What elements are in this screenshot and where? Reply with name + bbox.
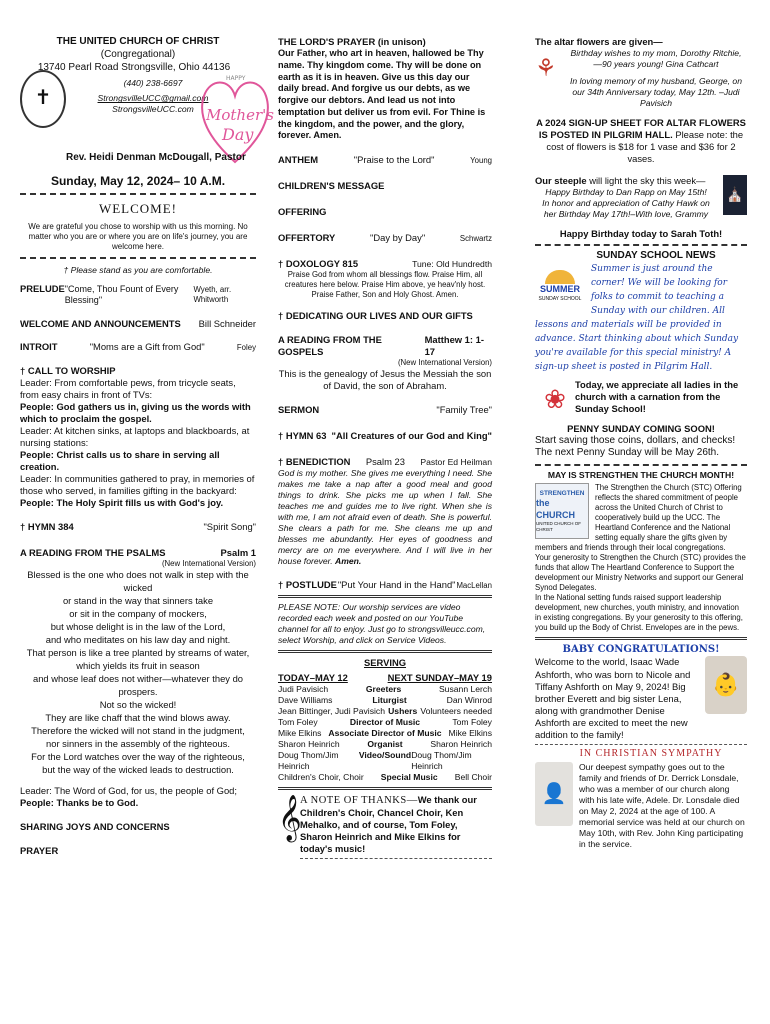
announcements-row xyxy=(20,318,256,330)
svg-text:HAPPY: HAPPY xyxy=(226,75,246,82)
gospel-row xyxy=(278,334,492,358)
svg-text:Day: Day xyxy=(222,125,254,144)
psalm-line: which yields its fruit in season xyxy=(76,659,200,671)
lords-prayer-text: Our Father, who art in heaven, hallowed be Thy name. Thy kingdom come. Thy will be done on earth as it is in heaven. Give us this day our daily bread. And forgive us our debts, as we forgive our debtors. And lead us not into temptation but deliver us from evil. For Thine is the kingdom, and the power, and the glory, forever. Amen. xyxy=(278,48,486,141)
stc-logo-mid: the CHURCH xyxy=(536,498,575,520)
carnation-block xyxy=(535,379,747,419)
serving-today-cell: Dave Williams xyxy=(278,694,333,705)
offertory-row xyxy=(278,232,492,244)
hymn384-label: † HYMN 384 xyxy=(20,521,74,533)
divider xyxy=(535,244,747,246)
benediction-amen: Amen. xyxy=(335,556,362,567)
altar-line: —90 years young! Gina Cathcart xyxy=(593,59,719,70)
altar-line: In loving memory of my husband, George, on our 34th Anniversary today, May 12th. –Judi Pavisich xyxy=(570,76,742,109)
church-address: 13740 Pearl Road Strongsville, Ohio 44136 xyxy=(37,61,231,73)
ss-title: SUNDAY SCHOOL NEWS xyxy=(596,250,716,262)
sermon-row xyxy=(278,404,492,416)
postlude-label: † POSTLUDE xyxy=(278,579,337,591)
baby-photo-icon: 👶 xyxy=(705,656,747,714)
church-phone: (440) 238-6697 xyxy=(123,78,183,89)
gospel-version: (New International Version) xyxy=(397,358,492,368)
call-line: People: The Holy Spirit fills us with God's joy. xyxy=(20,497,224,509)
doxology-text: Praise God from whom all blessings flow. Praise Him, all creatures here below. Praise Him above, ye heav'nly host. Praise Father, Son and Holy Ghost. Amen. xyxy=(284,270,486,300)
anthem-label: ANTHEM xyxy=(278,154,319,166)
stc-text2: Your generosity to Strengthen the Church (STC) provides the funds that allow The Heartland Conference to Support the development our Ministry Networks and support our General Synod Delegates. xyxy=(535,552,746,592)
signup-block xyxy=(535,117,747,165)
benediction-text xyxy=(278,468,492,567)
serving-role-cell: Special Music xyxy=(380,771,438,782)
divider xyxy=(20,193,256,195)
steeple-line: In honor and appreciation of Cathy Hawk on her Birthday May 17th!–With love, Grammy xyxy=(542,198,710,220)
anthem-composer: Young xyxy=(470,156,492,166)
psalm-line: or stand in the way that sinners take xyxy=(62,595,214,607)
prelude-title: "Come, Thou Fount of Every Blessing" xyxy=(64,283,179,306)
column-1 xyxy=(20,36,274,857)
serving-table xyxy=(278,684,492,783)
church-email[interactable]: StrongsvilleUCC@gmail.com xyxy=(97,93,209,104)
signup-title: A 2024 SIGN-UP SHEET FOR ALTAR FLOWERS IS POSTED IN PILGRIM HALL. xyxy=(536,117,746,141)
psalm-line: Not so the wicked! xyxy=(99,698,177,710)
offertory-composer: Schwartz xyxy=(459,234,492,244)
psalm-line: and whose leaf does not wither—whatever they do prospers. xyxy=(32,672,244,697)
call-line: Leader: In communities gathered to pray, in memories of those who served, in families gifting in the backyard: xyxy=(20,473,255,497)
column-3 xyxy=(535,36,747,850)
thanks-text: We thank our Children's Choir, Chancel Choir, Ken Mehalko, and of course, Tom Foley, Sharon Heinrich and Mike Elkins for today's music! xyxy=(300,793,477,855)
svg-text:Mother's: Mother's xyxy=(206,106,274,124)
thanks-title: A NOTE OF THANKS— xyxy=(300,794,418,806)
welcome-title: WELCOME! xyxy=(98,201,178,217)
serving-today-cell: Judi Pavisich xyxy=(278,683,329,694)
table-row xyxy=(278,750,492,772)
psalm-line: or sit in the company of mockers, xyxy=(69,608,207,620)
psalm-line: but whose delight is in the law of the Lord, xyxy=(50,621,226,633)
stc-logo-bot: UNITED CHURCH OF CHRIST xyxy=(536,521,581,532)
serving-today-cell: Children's Choir, Choir xyxy=(278,771,364,782)
call-to-worship xyxy=(20,377,256,509)
serving-role-cell: Associate Director of Music xyxy=(328,727,442,738)
anthem-title: "Praise to the Lord" xyxy=(353,154,435,166)
serving-role-cell: Ushers xyxy=(388,705,418,716)
pastor: Rev. Heidi Denman McDougall, Pastor xyxy=(66,152,246,163)
serving-next-cell: Doug Thom/Jim Heinrich xyxy=(411,749,472,771)
prelude-composer: Wyeth, arr. Whitworth xyxy=(193,284,232,304)
carnation-text: Today, we appreciate all ladies in the church with a carnation from the Sunday School! xyxy=(575,378,739,414)
carnation-icon: ❀ xyxy=(544,383,566,414)
psalm-line: For the Lord watches over the way of the righteous, xyxy=(31,750,245,762)
anthem-row xyxy=(278,154,492,166)
serving-next-cell: Susann Lerch xyxy=(438,683,492,694)
serving-today-cell: Jean Bittinger, Judi Pavisich xyxy=(278,705,386,716)
serving-role-cell: Organist xyxy=(367,738,403,749)
serving-title: SERVING xyxy=(363,657,407,669)
dedicating: † DEDICATING OUR LIVES AND OUR GIFTS xyxy=(278,310,473,322)
serving-role-cell: Video/Sound xyxy=(358,749,412,760)
table-row xyxy=(278,695,492,706)
signup-text: Please note: the cost of flowers is $18 for 1 vase and $36 for 2 vases. xyxy=(546,129,744,165)
postlude-title: "Put Your Hand in the Hand" xyxy=(337,579,456,591)
stc-block xyxy=(535,483,747,633)
benediction-label: † BENEDICTION xyxy=(278,456,351,468)
serving-role-cell: Liturgist xyxy=(372,694,407,705)
doxology-label: † DOXOLOGY 815 xyxy=(278,258,359,270)
call-line: People: God gathers us in, giving us the words with which to proclaim the gospel. xyxy=(20,400,251,424)
serving-next-cell: Mike Elkins xyxy=(448,727,492,738)
column-2 xyxy=(278,36,492,862)
hymn63-row xyxy=(278,430,492,442)
announcements-person: Bill Schneider xyxy=(198,317,256,329)
prelude-row xyxy=(20,283,256,307)
steeple-text: will light the sky this week— xyxy=(586,175,706,187)
treble-clef-icon: 𝄞 xyxy=(278,795,302,840)
ss-text: Summer is just around the corner! We will be looking for folks to commit to teaching a Sunday with our children. All lessons and materials will be provided in advance. Start thinking about which Sunday you're available for this special ministry! A sign-up sheet is posted in Pilgrim Hall. xyxy=(535,264,739,372)
hymn384-row xyxy=(20,521,256,533)
steeple-title: Our steeple xyxy=(535,175,587,187)
hymn63-title: "All Creatures of our God and King" xyxy=(331,430,492,442)
baby-block xyxy=(535,656,747,740)
hymn63-label: † HYMN 63 xyxy=(278,430,327,442)
gospel-ref: Matthew 1: 1-17 xyxy=(424,334,484,358)
stc-text1: The Strengthen the Church (STC) Offering reflects the shared commitment of people across the United Church of Christ to cooperatively build up the UCC. The Heartland Conference and the National setting equally share the gifts given by members and friends through their local congregations. xyxy=(535,483,742,552)
please-note: PLEASE NOTE: Our worship services are video recorded each week and posted on our YouTube channel for all to enjoy. Just go to strongsvilleucc.com, select Worship, and click on Service Videos. xyxy=(278,602,486,646)
postlude-composer: MacLellan xyxy=(456,581,492,591)
steeple-block xyxy=(535,175,747,220)
benediction-author: Pastor Ed Heilman xyxy=(420,457,492,468)
stand-note: † Please stand as you are comfortable. xyxy=(63,264,213,275)
offering: OFFERING xyxy=(278,206,327,218)
table-row xyxy=(278,739,492,750)
stc-title: MAY IS STRENGTHEN THE CHURCH MONTH! xyxy=(547,470,735,481)
strengthen-church-logo-icon xyxy=(535,483,589,539)
sympathy-text: Our deepest sympathy goes out to the family and friends of Dr. Derrick Lonsdale, who was a member of our church along with his late wife, Adele. Dr. Lonsdale died on May 2, 2024 at the age of 100. A memorial service was held at our church on May 10th, with Rev. John King participating in the service. xyxy=(579,762,745,850)
table-row xyxy=(278,772,492,783)
serving-next-cell: Volunteers needed xyxy=(420,705,492,716)
serving-next-cell: Tom Foley xyxy=(452,716,492,727)
call-line: Leader: From comfortable pews, from tricycle seats, from easy chairs in front of TVs: xyxy=(20,376,236,400)
serving-role-cell: Director of Music xyxy=(349,716,421,727)
flower-vase-icon: ⚘ xyxy=(535,55,557,83)
psalm-line: nor sinners in the assembly of the righteous. xyxy=(46,737,230,749)
church-header xyxy=(20,36,274,176)
portrait-photo-icon: 👤 xyxy=(535,762,573,826)
altar-line: Birthday wishes to my mom, Dorothy Ritchie, xyxy=(570,48,742,59)
summer-sunday-school-logo-icon xyxy=(535,263,585,309)
benediction-ref: Psalm 23 xyxy=(365,456,405,468)
call-line: People: Christ calls us to share in serving all creation. xyxy=(20,449,220,473)
gospel-text: This is the genealogy of Jesus the Messiah the son of David, the son of Abraham. xyxy=(278,368,492,392)
divider xyxy=(20,257,256,259)
ucc-seal-icon: ✝ xyxy=(20,70,66,128)
serving-next-cell: Dan Winrod xyxy=(446,694,492,705)
psalm-people: People: Thanks be to God. xyxy=(20,796,139,808)
childrens-message: CHILDREN'S MESSAGE xyxy=(278,180,385,192)
service-date: Sunday, May 12, 2024– 10 A.M. xyxy=(50,174,226,188)
summer-logo-sub: SUNDAY SCHOOL xyxy=(538,295,582,302)
stc-logo-top: STRENGTHEN xyxy=(539,489,585,497)
divider xyxy=(535,744,747,745)
offertory-label: OFFERTORY xyxy=(278,232,336,244)
serving-next-header: NEXT SUNDAY–MAY 19 xyxy=(387,671,492,683)
sunday-school-block xyxy=(535,263,747,375)
benediction-body: God is my mother. She gives me everything I need. She makes me take a nap after a good meal and good things to drink. She picks me up when I fall. She teaches me and guides me to live right. When she is with me, I am not afraid even of death. She is powerful. She clears a path for me. She cleans me up and blesses me abundantly. Her eyes of goodness and mercy are on me everywhere. And I will live in her house forever. xyxy=(278,468,492,567)
penny-title: PENNY SUNDAY COMING SOON! xyxy=(567,422,715,434)
serving-today-header: TODAY–MAY 12 xyxy=(278,671,348,683)
table-row xyxy=(278,706,492,717)
serving-role-cell: Greeters xyxy=(365,683,402,694)
divider xyxy=(278,650,492,653)
lords-prayer-title: THE LORD'S PRAYER (in unison) xyxy=(278,36,426,47)
steeple-line: Happy Birthday to Dan Rapp on May 15th! xyxy=(545,187,707,198)
serving-next-cell: Bell Choir xyxy=(454,771,492,782)
psalm-line: but the way of the wicked leads to destruction. xyxy=(42,763,234,775)
psalm-ref: Psalm 1 xyxy=(220,547,256,559)
postlude-row xyxy=(278,579,492,591)
serving-today-cell: Mike Elkins xyxy=(278,727,322,738)
serving-today-cell: Tom Foley xyxy=(278,716,318,727)
introit-row xyxy=(20,341,256,353)
benediction-row xyxy=(278,456,492,468)
introit-composer: Foley xyxy=(236,342,256,352)
introit-label: INTROIT xyxy=(20,340,58,352)
sermon-label: SERMON xyxy=(278,404,320,416)
psalm-label: A READING FROM THE PSALMS xyxy=(20,547,166,559)
psalm-leader: Leader: The Word of God, for us, the people of God; xyxy=(20,784,237,796)
steeple-icon: ⛪ xyxy=(723,175,747,215)
call-label: † CALL TO WORSHIP xyxy=(20,364,116,376)
church-type: (Congregational) xyxy=(100,48,176,60)
psalm-line: They are like chaff that the wind blows away. xyxy=(45,711,231,723)
church-name: THE UNITED CHURCH OF CHRIST xyxy=(56,36,220,47)
divider xyxy=(535,637,747,640)
joys-label: SHARING JOYS AND CONCERNS xyxy=(20,820,170,832)
gospel-label: A READING FROM THE GOSPELS xyxy=(278,334,382,358)
divider xyxy=(535,464,747,466)
psalm-text xyxy=(20,569,256,777)
welcome-text: We are grateful you chose to worship with us this morning. No matter who you are or where you are on life's journey, you are welcome here. xyxy=(28,221,248,252)
psalm-line: That person is like a tree planted by streams of water, xyxy=(26,647,250,658)
psalm-line: and who meditates on his law day and night. xyxy=(45,634,231,646)
serving-today-cell: Doug Thom/Jim Heinrich xyxy=(278,749,339,771)
table-row xyxy=(278,728,492,739)
stc-text3: In the National setting funds raised support leadership development, new churches, youth ministry, and innovation in existing congregations. By your generosity to this offering, you build up the Body of Christ. Envelopes are in the pews. xyxy=(535,592,743,632)
altar-title: The altar flowers are given— xyxy=(535,36,663,47)
divider xyxy=(300,858,492,859)
doxology-row xyxy=(278,258,492,270)
sympathy-block xyxy=(535,762,747,850)
divider xyxy=(278,787,492,790)
offertory-title: "Day by Day" xyxy=(370,232,426,244)
serving-today-cell: Sharon Heinrich xyxy=(278,738,340,749)
call-line: Leader: At kitchen sinks, at laptops and blackboards, at nursing stations: xyxy=(20,424,250,448)
serving-next-cell: Sharon Heinrich xyxy=(430,738,492,749)
prelude-label: PRELUDE xyxy=(20,282,65,294)
sympathy-title: IN CHRISTIAN SYMPATHY xyxy=(579,747,723,759)
table-row xyxy=(278,684,492,695)
announcements-label: WELCOME AND ANNOUNCEMENTS xyxy=(20,317,181,329)
doxology-tune: Tune: Old Hundredth xyxy=(412,259,492,270)
summer-logo-text: SUMMER xyxy=(540,284,580,295)
psalm-line: Blessed is the one who does not walk in step with the wicked xyxy=(27,569,249,594)
prayer-label: PRAYER xyxy=(20,844,59,856)
introit-title: "Moms are a Gift from God" xyxy=(89,340,205,352)
divider xyxy=(278,595,492,598)
table-row xyxy=(278,717,492,728)
psalm-version: (New International Version) xyxy=(161,559,256,569)
penny-text: Start saving those coins, dollars, and checks! The next Penny Sunday will be May 26th. xyxy=(535,434,736,459)
church-web[interactable]: StrongsvilleUCC.com xyxy=(112,104,194,115)
psalm-row xyxy=(20,547,256,559)
sermon-title: "Family Tree" xyxy=(436,404,492,416)
psalm-line: Therefore the wicked will not stand in the judgment, xyxy=(31,724,245,736)
hymn384-title: "Spirit Song" xyxy=(203,521,256,533)
baby-title: BABY CONGRATULATIONS! xyxy=(562,643,720,655)
thanks-block xyxy=(278,794,492,863)
serving-header xyxy=(278,672,492,684)
baby-text: Welcome to the world, Isaac Wade Ashforth, who was born to Nicole and Tiffany Ashforth on May 9, 2024! Big brother Everett and big sister Lena, along with grandmother Denise Ashforth are excited to meet the new addition to the family! xyxy=(535,656,691,740)
sarah-birthday: Happy Birthday today to Sarah Toth! xyxy=(559,228,723,240)
